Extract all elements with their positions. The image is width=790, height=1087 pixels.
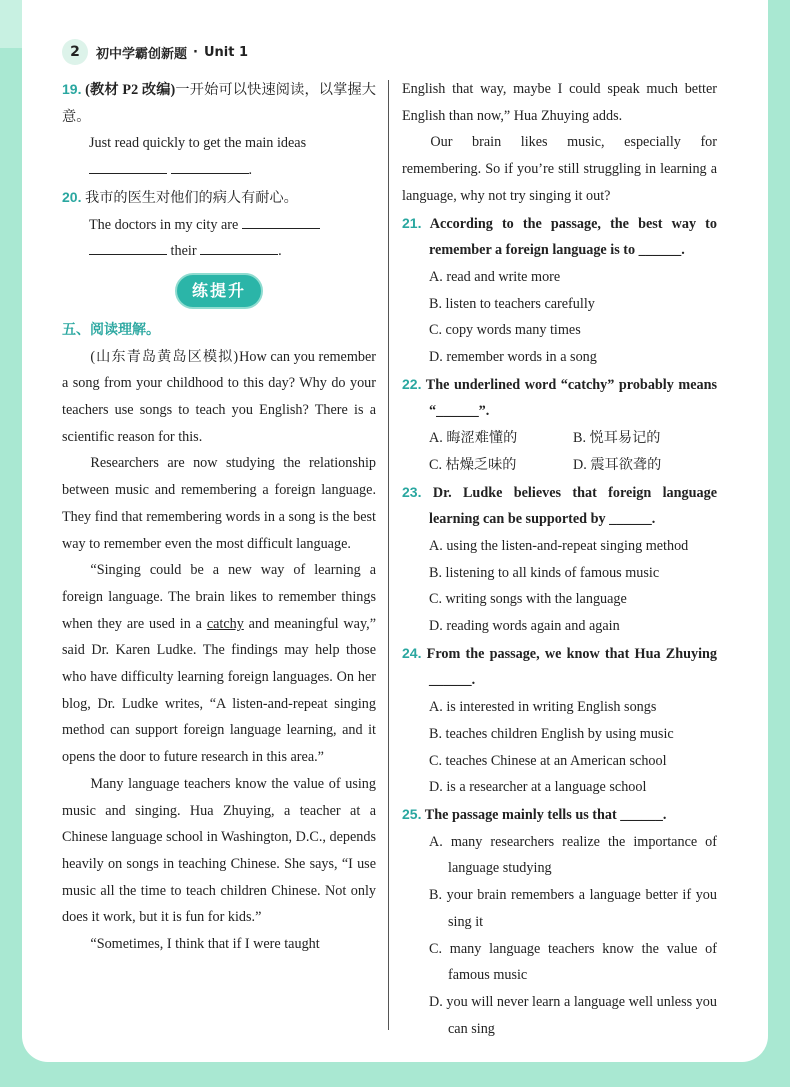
question-number: 25.: [402, 805, 422, 822]
unit-label: Unit 1: [203, 44, 249, 60]
answer-text: their: [170, 243, 197, 260]
question-number: 20.: [62, 188, 82, 205]
option-a[interactable]: A. is interested in writing English songs: [429, 699, 657, 716]
header-separator: ·: [193, 44, 198, 60]
option-d[interactable]: D. is a researcher at a language school: [429, 779, 647, 796]
passage-paragraph-6: Our brain likes music, especially for remembering. So if you’re still struggling in learning a language, why not try singing it out?: [402, 134, 717, 204]
question-20: [62, 184, 376, 212]
passage-paragraph-1: [62, 344, 376, 451]
question-stem: From the passage, we know that Hua Zhuying ______.: [426, 645, 718, 689]
option-d[interactable]: D. you will never learn a language well unless you can sing: [429, 993, 717, 1037]
question-number: 24.: [402, 644, 422, 661]
passage-text: “Singing could be a new way of learning a foreign language. The brain likes to remember things when they are used in a: [62, 562, 376, 632]
option-b[interactable]: B. 悦耳易记的: [573, 430, 661, 447]
underlined-word: catchy: [206, 615, 244, 632]
option-b[interactable]: B. teaches children English by using music: [429, 725, 674, 742]
passage-source: (山东青岛黄岛区模拟): [90, 348, 240, 365]
option-a[interactable]: A. many researchers realize the importance of language studying: [429, 833, 717, 877]
question-23: [402, 479, 717, 533]
option-a[interactable]: A. read and write more: [429, 268, 561, 285]
question-19: [62, 76, 376, 130]
question-number: 23.: [402, 483, 422, 500]
answer-text: Just read quickly to get the main ideas: [89, 135, 307, 152]
option-b[interactable]: B. listening to all kinds of famous music: [429, 564, 660, 581]
column-divider: [388, 80, 389, 1030]
question-stem: The passage mainly tells us that ______.: [424, 806, 667, 823]
option-c[interactable]: C. teaches Chinese at an American school: [429, 752, 667, 769]
page-header: [62, 38, 248, 66]
option-c[interactable]: C. many language teachers know the value of famous music: [429, 940, 717, 984]
question-number: 22.: [402, 375, 422, 392]
option-row: [402, 425, 717, 452]
page-number: 2: [62, 39, 88, 65]
passage-text: and meaningful way,” said Dr. Karen Ludke. The findings may help those who have difficulty learning foreign languages. On her blog, Dr. Ludke writes, “A listen-and-repeat singing method can support foreign language learning, and it opens the door to future research in this area.”: [62, 615, 376, 766]
answer-blank[interactable]: [242, 212, 320, 229]
option-row: [402, 452, 717, 479]
question-number: 19.: [62, 81, 82, 97]
section-title: 五、阅读理解。: [62, 321, 160, 338]
option-c[interactable]: C. writing songs with the language: [429, 591, 627, 608]
passage-paragraph-3: [62, 557, 376, 771]
option-c[interactable]: C. copy words many times: [429, 322, 581, 339]
left-column: [62, 76, 376, 958]
question-number: 21.: [402, 214, 422, 231]
answer-blank[interactable]: [200, 238, 278, 255]
answer-blanks-19: .: [62, 157, 376, 184]
section-badge-wrap: [62, 273, 376, 313]
option-d[interactable]: D. remember words in a song: [429, 349, 597, 366]
question-stem: The underlined word “catchy” probably means “______”.: [425, 376, 718, 420]
passage-text: How can you remember a song from your childhood to this day? Why do your teachers use songs to teach you English? There is a scientific reason for this.: [62, 348, 377, 445]
worksheet-page: [22, 0, 768, 1062]
answer-blank[interactable]: [89, 157, 167, 174]
question-prompt: 一开始可以快速阅读，以掌握大意。: [62, 82, 376, 125]
passage-paragraph-4: Many language teachers know the value of using music and singing. Hua Zhuying, a teacher at a Chinese language school in Washington, D.C., depends heavily on songs in teaching Chinese. She says, “I use music all the time to teach children Chinese. Not only does it work, but it is fun for kids.”: [62, 775, 376, 926]
answer-blank[interactable]: [171, 157, 249, 174]
question-24: [402, 640, 717, 694]
practice-badge: 练提升: [175, 273, 263, 309]
answer-line-19: [62, 130, 376, 157]
question-stem: According to the passage, the best way to remember a foreign language is to ______.: [429, 215, 717, 259]
passage-paragraph-5a: “Sometimes, I think that if I were taught: [90, 936, 320, 953]
option-a[interactable]: A. using the listen-and-repeat singing method: [429, 537, 689, 554]
option-a[interactable]: A. 晦涩难懂的: [429, 430, 518, 447]
option-d[interactable]: D. 震耳欲聋的: [573, 456, 662, 473]
question-25: [402, 801, 717, 829]
answer-blank[interactable]: [89, 238, 167, 255]
book-title: 初中学霸创新题: [96, 46, 188, 62]
question-stem: Dr. Ludke believes that foreign language learning can be supported by ______.: [429, 484, 717, 528]
question-21: [402, 210, 717, 264]
passage-paragraph-2: Researchers are now studying the relationship between music and remembering a foreign language. They find that remembering words in a song is the best way to remember even the most difficult language.: [62, 455, 376, 552]
option-c[interactable]: C. 枯燥乏味的: [429, 456, 517, 473]
option-b[interactable]: B. your brain remembers a language better if you sing it: [429, 887, 717, 930]
right-column: [402, 76, 717, 1042]
option-d[interactable]: D. reading words again and again: [429, 618, 620, 635]
question-source: (教材 P2 改编): [85, 82, 176, 98]
option-b[interactable]: B. listen to teachers carefully: [429, 295, 595, 312]
question-prompt: 我市的医生对他们的病人有耐心。: [85, 189, 298, 206]
question-22: [402, 371, 717, 425]
passage-paragraph-5b: English that way, maybe I could speak much better English than now,” Hua Zhuying adds.: [402, 81, 717, 124]
answer-line-20: [62, 212, 376, 239]
answer-line-20b: their .: [62, 238, 376, 265]
answer-text: The doctors in my city are: [89, 216, 239, 233]
